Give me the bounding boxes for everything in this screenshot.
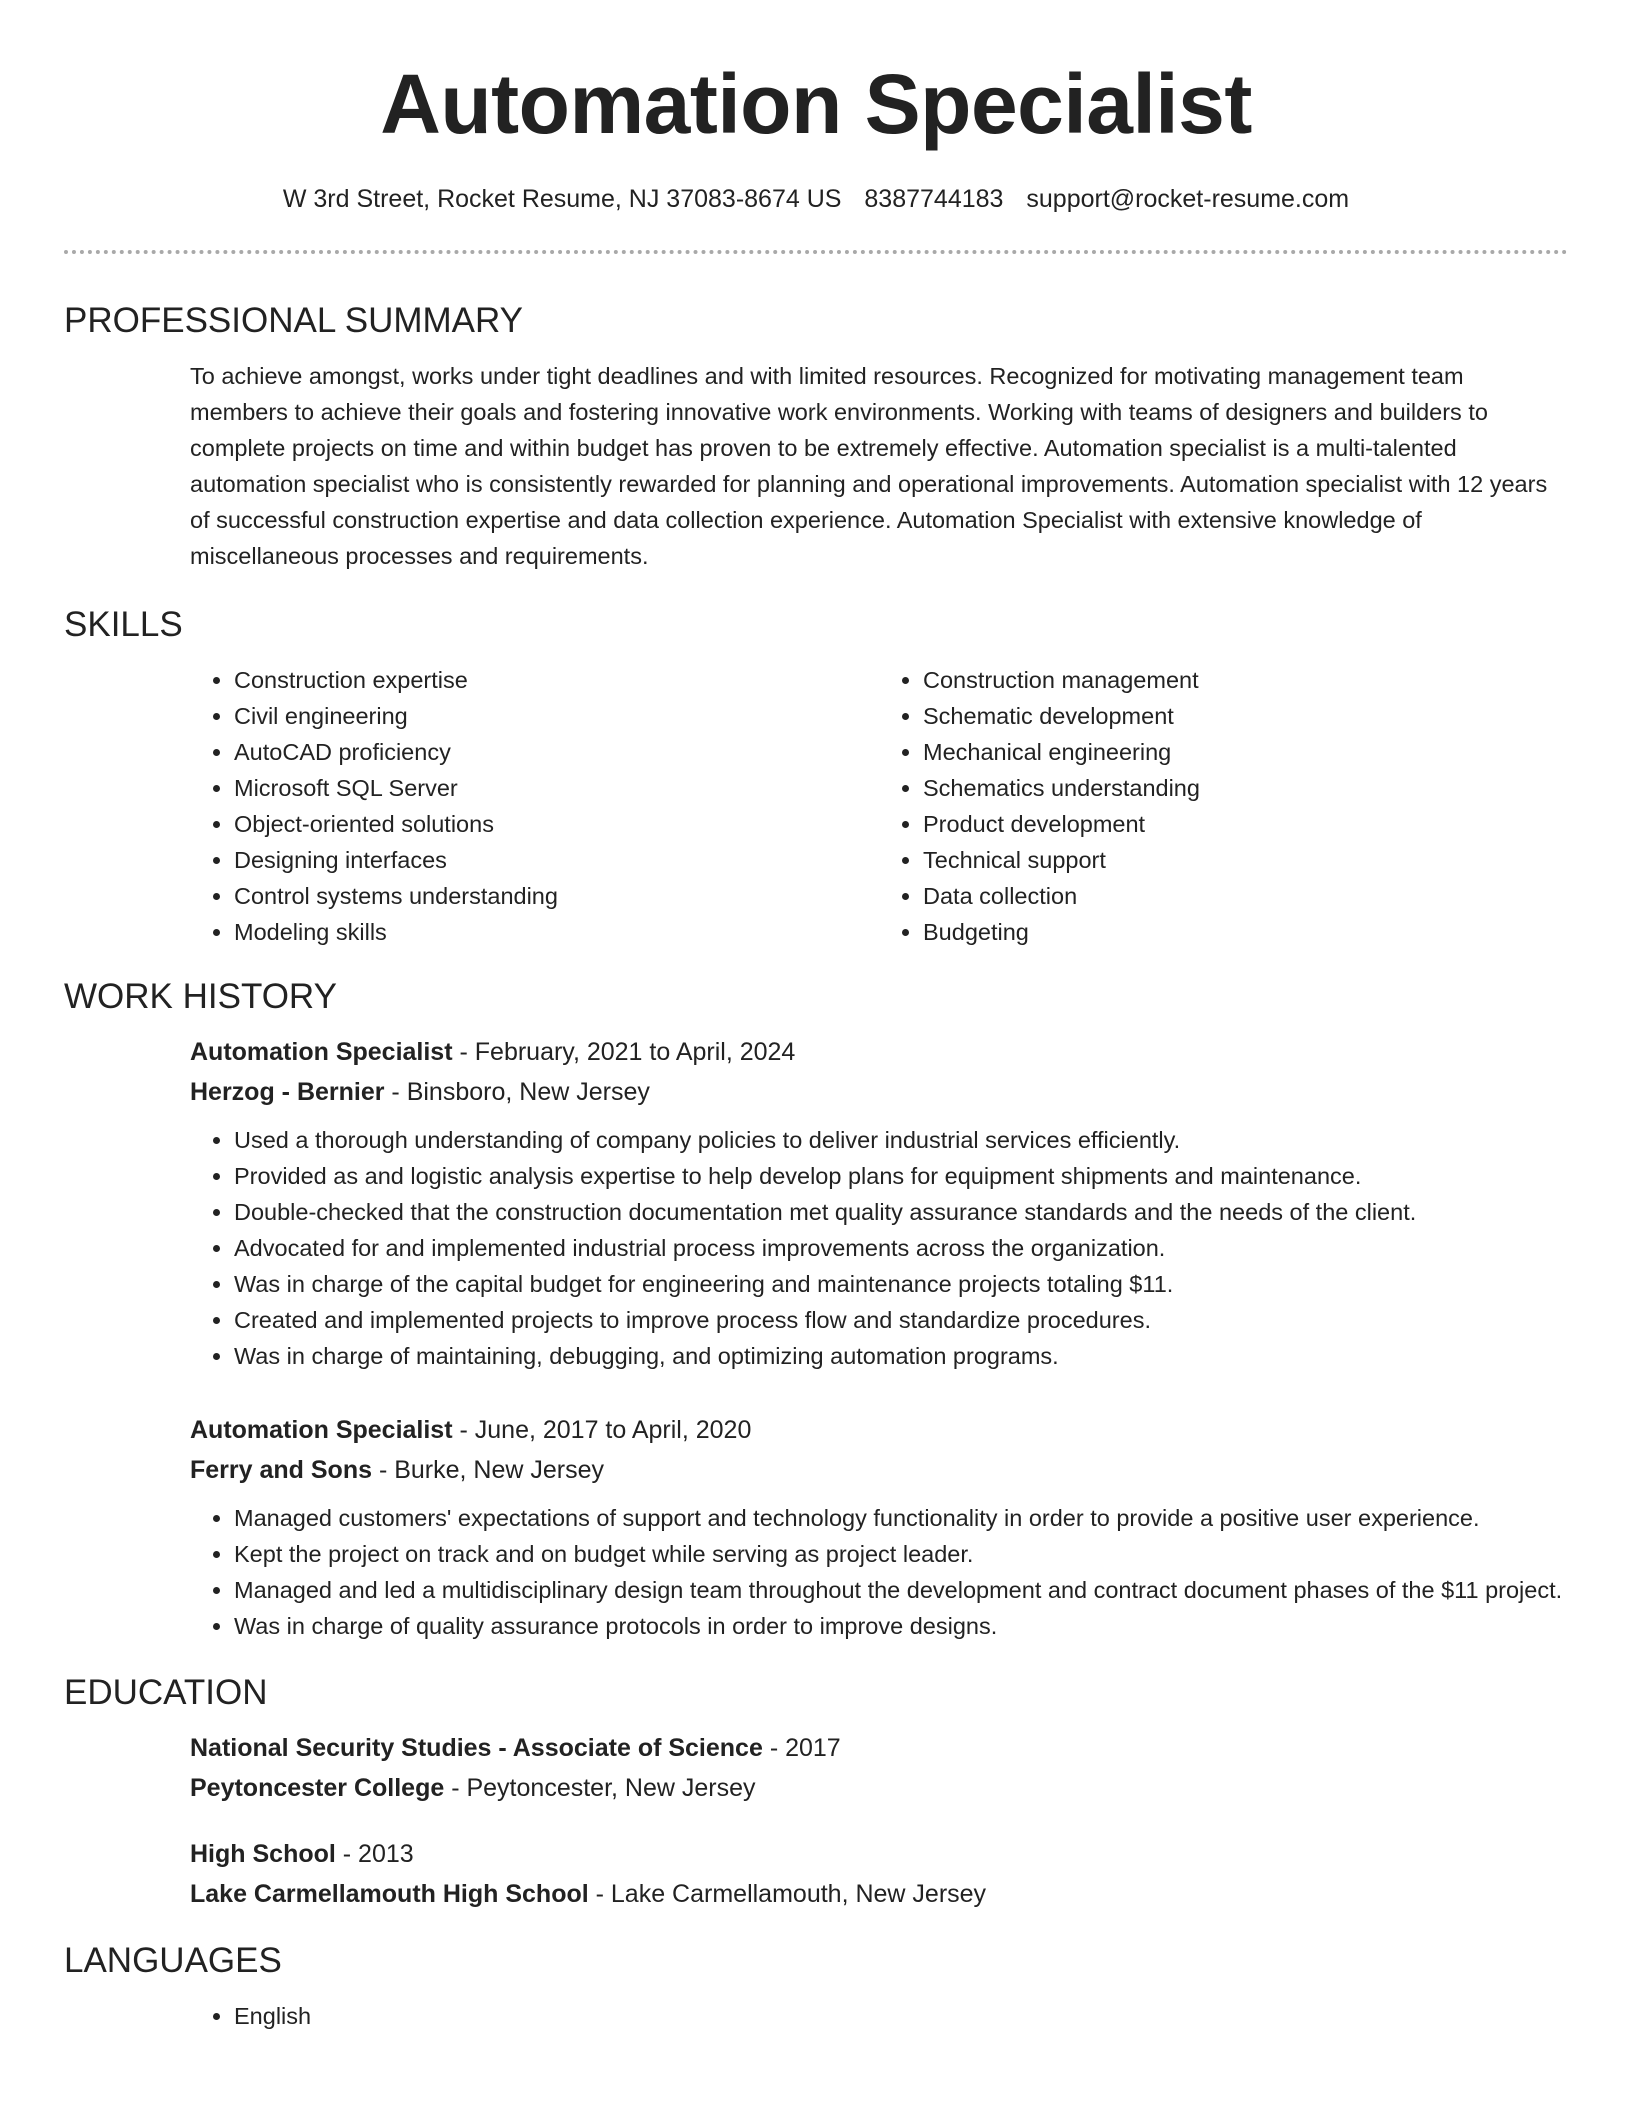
job-bullet: • Was in charge of maintaining, debugging, and optimizing automation programs. bbox=[234, 1338, 1568, 1374]
address: W 3rd Street, Rocket Resume, NJ 37083-8674 US bbox=[282, 185, 842, 213]
header-divider bbox=[64, 250, 1568, 254]
job-bullet: • Was in charge of quality assurance protocols in order to improve designs. bbox=[234, 1608, 1568, 1644]
job-bullet: • Provided as and logistic analysis expertise to help develop plans for equipment shipments and maintenance. bbox=[234, 1158, 1568, 1194]
school-line bbox=[190, 1768, 1568, 1808]
school: Lake Carmellamouth High School bbox=[190, 1880, 589, 1908]
skills-right-column bbox=[879, 662, 1568, 950]
degree-line bbox=[190, 1834, 1568, 1874]
skill-item: • Schematics understanding bbox=[923, 770, 1568, 806]
education-entry bbox=[190, 1834, 1568, 1914]
summary-heading: PROFESSIONAL SUMMARY bbox=[64, 301, 523, 340]
education-heading: EDUCATION bbox=[64, 1673, 268, 1712]
job-bullets bbox=[190, 1122, 1568, 1374]
school-location: - Lake Carmellamouth, New Jersey bbox=[588, 1880, 987, 1908]
skill-item: • Civil engineering bbox=[234, 698, 879, 734]
degree: High School bbox=[190, 1840, 336, 1868]
skill-item: • Mechanical engineering bbox=[923, 734, 1568, 770]
school-location: - Peytoncester, New Jersey bbox=[444, 1774, 756, 1802]
job-bullet: • Created and implemented projects to improve process flow and standardize procedures. bbox=[234, 1302, 1568, 1338]
languages-list bbox=[190, 1998, 1568, 2034]
job-entry bbox=[190, 1032, 1568, 1374]
skills-section bbox=[64, 662, 1568, 950]
email: support@rocket-resume.com bbox=[1026, 185, 1350, 213]
graduation-year: - 2013 bbox=[335, 1840, 414, 1868]
job-company: Ferry and Sons bbox=[190, 1456, 372, 1484]
skill-item: • Budgeting bbox=[923, 914, 1568, 950]
skill-item: • Construction management bbox=[923, 662, 1568, 698]
work-history-section bbox=[64, 1032, 1568, 1644]
work-history-heading: WORK HISTORY bbox=[64, 977, 337, 1016]
languages-section bbox=[64, 1998, 1568, 2034]
degree-line bbox=[190, 1728, 1568, 1768]
skill-item: • Technical support bbox=[923, 842, 1568, 878]
job-bullet: • Managed customers' expectations of support and technology functionality in order to provide a positive user experience. bbox=[234, 1500, 1568, 1536]
skills-heading: SKILLS bbox=[64, 605, 183, 644]
skill-item: • Designing interfaces bbox=[234, 842, 879, 878]
education-entry bbox=[190, 1728, 1568, 1808]
skill-item: • Modeling skills bbox=[234, 914, 879, 950]
skill-item: • Control systems understanding bbox=[234, 878, 879, 914]
job-bullet: • Managed and led a multidisciplinary design team throughout the development and contract document phases of the $11 project. bbox=[234, 1572, 1568, 1608]
job-dates: - June, 2017 to April, 2020 bbox=[452, 1416, 752, 1444]
skills-grid bbox=[190, 662, 1568, 950]
languages-heading: LANGUAGES bbox=[64, 1941, 282, 1980]
job-company: Herzog - Bernier bbox=[190, 1078, 385, 1106]
job-location: - Binsboro, New Jersey bbox=[384, 1078, 650, 1106]
job-entry bbox=[190, 1410, 1568, 1644]
skill-item: • Schematic development bbox=[923, 698, 1568, 734]
phone: 8387744183 bbox=[864, 185, 1004, 213]
job-bullet: • Used a thorough understanding of company policies to deliver industrial services efficiently. bbox=[234, 1122, 1568, 1158]
job-title-line bbox=[190, 1410, 1568, 1450]
skill-item: • Construction expertise bbox=[234, 662, 879, 698]
job-bullet: • Double-checked that the construction documentation met quality assurance standards and the needs of the client. bbox=[234, 1194, 1568, 1230]
school: Peytoncester College bbox=[190, 1774, 445, 1802]
contact-line bbox=[64, 184, 1568, 214]
skill-item: • Object-oriented solutions bbox=[234, 806, 879, 842]
school-line bbox=[190, 1874, 1568, 1914]
candidate-name: Automation Specialist bbox=[380, 57, 1252, 151]
job-bullet: • Was in charge of the capital budget for engineering and maintenance projects totaling $11. bbox=[234, 1266, 1568, 1302]
skill-item: • Data collection bbox=[923, 878, 1568, 914]
language-item: • English bbox=[234, 1998, 1568, 2034]
job-bullet: • Kept the project on track and on budget while serving as project leader. bbox=[234, 1536, 1568, 1572]
summary-text: To achieve amongst, works under tight deadlines and with limited resources. Recognized for motivating management team members to achieve their goals and fostering innovative work environments. Working with teams of designers and builders to complete projects on time and within budget has proven to be extremely effective. Automation specialist is a multi-talented automation specialist who is consistently rewarded for planning and operational improvements. Automation specialist with 12 years of successful construction expertise and data collection experience. Automation Specialist with extensive knowledge of miscellaneous processes and requirements. bbox=[190, 363, 1548, 569]
job-company-line bbox=[190, 1450, 1568, 1490]
job-bullets bbox=[190, 1500, 1568, 1644]
job-dates: - February, 2021 to April, 2024 bbox=[452, 1038, 796, 1066]
education-section bbox=[64, 1728, 1568, 1914]
skill-item: • Product development bbox=[923, 806, 1568, 842]
job-location: - Burke, New Jersey bbox=[372, 1456, 605, 1484]
job-role: Automation Specialist bbox=[190, 1416, 453, 1444]
job-bullet: • Advocated for and implemented industrial process improvements across the organization. bbox=[234, 1230, 1568, 1266]
skill-item: • AutoCAD proficiency bbox=[234, 734, 879, 770]
job-title-line bbox=[190, 1032, 1568, 1072]
job-role: Automation Specialist bbox=[190, 1038, 453, 1066]
skills-left-column bbox=[190, 662, 879, 950]
job-company-line bbox=[190, 1072, 1568, 1112]
degree: National Security Studies - Associate of Science bbox=[190, 1734, 763, 1762]
skill-item: • Microsoft SQL Server bbox=[234, 770, 879, 806]
graduation-year: - 2017 bbox=[762, 1734, 841, 1762]
